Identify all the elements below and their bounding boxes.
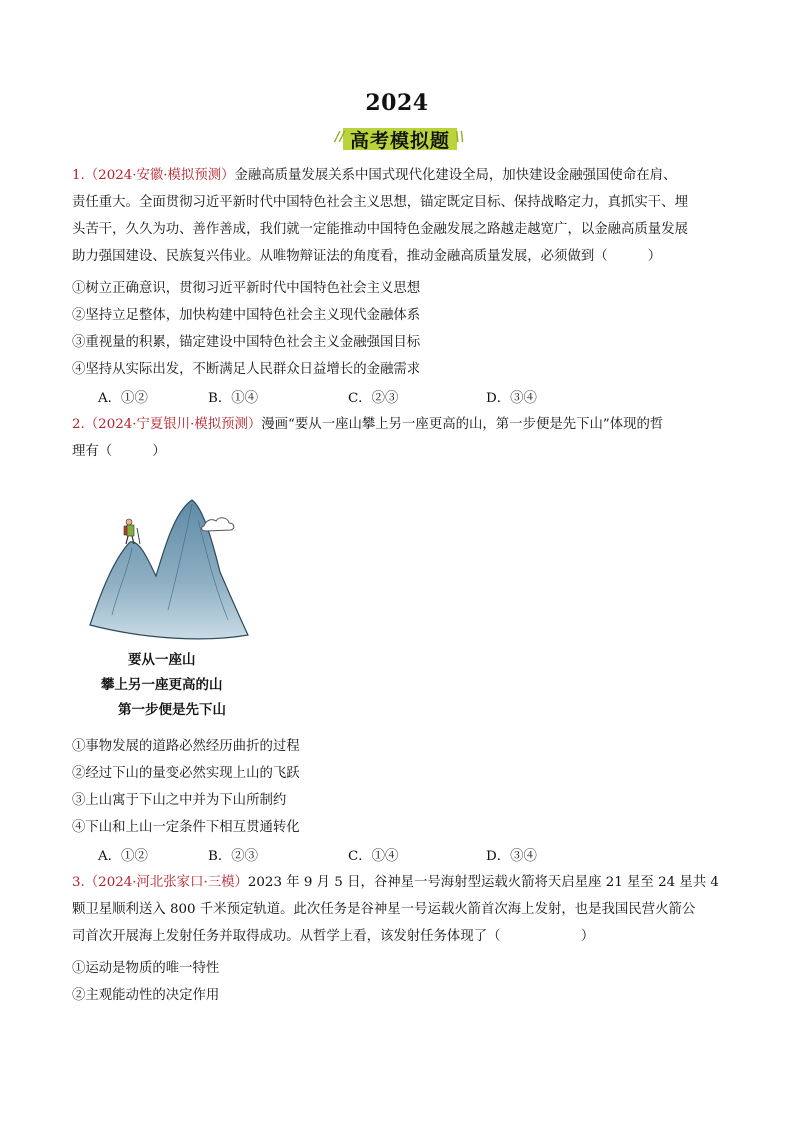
q3-stem-line-3: 司首次开展海上发射任务并取得成功。从哲学上看，该发射任务体现了（ ）	[72, 929, 595, 944]
q1-choice-d[interactable]: D．③④	[486, 391, 537, 406]
left-slash-decoration: //	[335, 130, 345, 145]
q1-item-3: ③重视量的积累，锚定建设中国特色社会主义金融强国目标	[72, 335, 421, 350]
q1-stem-line-4: 助力强国建设、民族复兴伟业。从唯物辩证法的角度看，推动金融高质量发展，必须做到（ ）	[72, 249, 662, 264]
q1-item-2: ②坚持立足整体，加快构建中国特色社会主义现代金融体系	[72, 308, 421, 323]
header-year: 2024	[365, 90, 429, 116]
q3-item-2: ②主观能动性的决定作用	[72, 988, 220, 1003]
q2-item-1: ①事物发展的道路必然经历曲折的过程	[72, 739, 300, 754]
q1-source: （2024·安徽·模拟预测）	[84, 168, 235, 183]
q3-stem-line-2: 颗卫星顺利送入 800 千米预定轨道。此次任务是谷神星一号运载火箭首次海上发射，也是我国民营火箭公	[72, 902, 696, 917]
q2-choice-d[interactable]: D．③④	[486, 849, 537, 864]
q1-stem-line-2: 责任重大。全面贯彻习近平新时代中国特色社会主义思想，锚定既定目标、保持战略定力，真抓实干、埋	[72, 195, 688, 210]
q2-choice-b[interactable]: B．②③	[208, 849, 259, 864]
q1-choice-a[interactable]: A．①②	[98, 391, 148, 406]
q2-source: （2024·宁夏银川·模拟预测）	[84, 417, 262, 432]
q2-choice-a[interactable]: A．①②	[98, 849, 148, 864]
q2-stem-line-2: 理有（ ）	[72, 444, 166, 459]
q1-item-1: ①树立正确意识，贯彻习近平新时代中国特色社会主义思想	[72, 281, 421, 296]
cartoon-caption-line-2: 攀上另一座更高的山	[101, 677, 223, 693]
q3-source: （2024·河北张家口·三模）	[84, 875, 248, 890]
q1-stem-line-3: 头苦干，久久为功、善作善成，我们就一定能推动中国特色金融发展之路越走越宽广，以金融高质量发展	[72, 222, 688, 237]
q1-choice-c[interactable]: C．②③	[348, 391, 399, 406]
q3-stem-line-1: 3.（2024·河北张家口·三模）2023 年 9 月 5 日，谷神星一号海射型运载火箭将天启星座 21 星至 24 星共 4	[72, 875, 719, 890]
q2-item-3: ③上山寓于下山之中并为下山所制约	[72, 793, 287, 808]
q2-item-4: ④下山和上山一定条件下相互贯通转化	[72, 820, 300, 835]
q2-choice-c[interactable]: C．①④	[348, 849, 399, 864]
header-title-banner	[325, 125, 475, 153]
q2-stem-line-1: 2.（2024·宁夏银川·模拟预测）漫画“要从一座山攀上另一座更高的山，第一步便是先下山”体现的哲	[72, 417, 664, 432]
q2-item-2: ②经过下山的量变必然实现上山的飞跃	[72, 766, 300, 781]
q3-item-1: ①运动是物质的唯一特性	[72, 961, 220, 976]
q2-number: 2.	[72, 417, 85, 432]
q3-number: 3.	[72, 875, 85, 890]
q1-choice-b[interactable]: B．①④	[208, 391, 259, 406]
cartoon-caption-line-3: 第一步便是先下山	[118, 702, 226, 718]
q1-number: 1.	[72, 168, 85, 183]
page-title: 高考模拟题	[349, 130, 450, 152]
cartoon-caption-line-1: 要从一座山	[128, 652, 196, 668]
q1-stem-line-1: 1.（2024·安徽·模拟预测）金融高质量发展关系中国式现代化建设全局，加快建设金融强国使命在肩、	[72, 168, 677, 183]
right-slash-decoration: \\	[455, 130, 465, 145]
q1-item-4: ④坚持从实际出发，不断满足人民群众日益增长的金融需求	[72, 362, 421, 377]
